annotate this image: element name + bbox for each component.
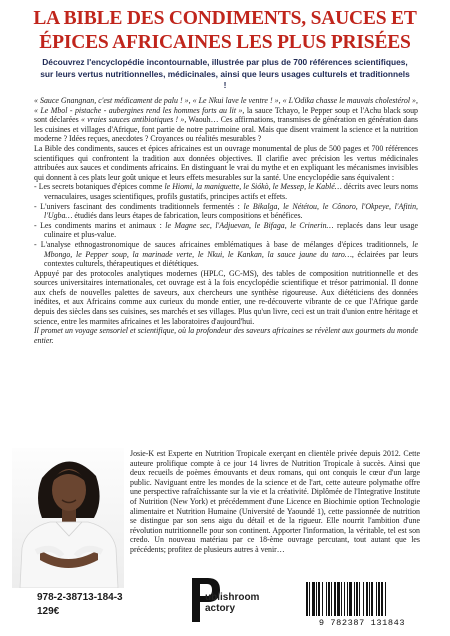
barcode-bar bbox=[376, 582, 377, 616]
barcode-bar bbox=[322, 582, 323, 616]
isbn-barcode bbox=[302, 582, 422, 628]
publisher-name-line-2: actory bbox=[205, 603, 236, 614]
barcode-bar bbox=[309, 582, 310, 616]
barcode-bar bbox=[331, 582, 332, 616]
publisher-name-line-1: ublishroom bbox=[205, 592, 260, 603]
barcode-bar bbox=[381, 582, 383, 616]
intro-paragraph-2: La Bible des condiments, sauces et épices africaines est un ouvrage monumental de plus de 500 pages et 700 références scientifiques qui confrontent la tradition aux données objectives. Il clarifie avec précision les vertus médicinales attribuées aux sauces et condiments africains. En distinguant le vrai du mythe et en expliquant les mécanismes invisibles qui donnent à ces plats leur goût unique et leurs effets mesurables sur la santé. Une encyclopédie sans équivalent : bbox=[34, 143, 418, 182]
barcode-bar bbox=[363, 582, 364, 616]
list-item-emphasis: le Magne sec, l'Adjuevan, le Bifaga, le Crinerin… bbox=[165, 220, 334, 230]
intro-paragraph-1: Ces affirmations, transmises de génération en génération dans les cuisines et villages d'Afrique, font partie de notre patrimoine oral. Mais que disent vraiment la science et la nutrition moderne ? Idées reçues, anecdotes ? Croyances ou réalités mesurables ? bbox=[34, 115, 418, 144]
barcode-bar bbox=[359, 582, 360, 616]
title-line-2: ÉPICES AFRICAINES LES PLUS PRISÉES bbox=[39, 32, 411, 53]
barcode-bar bbox=[366, 582, 368, 616]
barcode-bar bbox=[347, 582, 348, 616]
subtitle: Découvrez l'encyclopédie incontournable, illustrée par plus de 700 références scientifiques, sur leurs vertus nutritionnelles, médicinales, ainsi que leurs usages culturels et traditionnels ! bbox=[40, 57, 410, 91]
barcode-bar bbox=[378, 582, 380, 616]
list-item-text: replacés dans leur usage culinaire et plus-value. bbox=[44, 220, 418, 240]
list-item-epices bbox=[34, 182, 418, 201]
barcode-bars bbox=[302, 582, 422, 618]
list-item-text: - L'univers fascinant des condiments traditionnels fermentés : bbox=[34, 201, 244, 211]
list-item-fermentes bbox=[34, 202, 418, 221]
list-item-text: , éclairées par leurs contextes culturels, thérapeutiques et diététiques. bbox=[44, 249, 419, 269]
quote-mbol: « Le Mbol - pistache - aubergines rend les hommes forts au lit » bbox=[34, 105, 243, 115]
barcode-bar bbox=[337, 582, 340, 616]
barcode-bar bbox=[334, 582, 336, 616]
list-item-text: - Les secrets botaniques d'épices comme bbox=[34, 182, 165, 192]
book-price: 129€ bbox=[37, 606, 60, 617]
barcode-bar bbox=[385, 582, 386, 616]
publisher-logo bbox=[186, 574, 272, 626]
list-item-text: étudiés dans leurs étapes de fabrication, leurs compositions et bénéfices. bbox=[72, 211, 303, 221]
barcode-bar bbox=[326, 582, 327, 616]
description bbox=[34, 96, 418, 345]
quote-nkui: « Le Nkui lave le ventre ! » bbox=[192, 96, 279, 105]
title-line-1: LA BIBLE DES CONDIMENTS, SAUCES ET bbox=[33, 8, 417, 29]
quote-antibiotiques: « vraies sauces antibiotiques ! » bbox=[81, 115, 185, 125]
list-item-emphasis: le Mbongo, le Pepper soup, la marinade verte, le Nkui, le Kankan, la sauce jaune du taro… bbox=[44, 239, 418, 259]
list-item-emphasis: le Hiomi, la maniguette, le Siókò, le Messep, le Kablé… bbox=[164, 182, 342, 192]
barcode-bar bbox=[328, 582, 330, 616]
list-item-emphasis: le Bikalga, le Nététou, le Cônoro, l'Okpeye, l'Afitin, l'Ugba… bbox=[44, 201, 418, 221]
author-portrait-illustration bbox=[12, 448, 124, 588]
list-item-marins bbox=[34, 221, 418, 240]
barcode-bar bbox=[369, 582, 370, 616]
list-item-text: - L'analyse ethnogastronomique de sauces africaines emblématiques à base de mélanges d'épices traditionnels, bbox=[34, 239, 413, 249]
outro-paragraph: Appuyé par des protocoles analytiques modernes (HPLC, GC-MS), des tables de composition nutritionnelle et des sources universitaires internationales, cet ouvrage est à la fois encyclopédie scientifique et trésor patrimonial. Il donne aux chefs de nouvelles palettes de saveurs, aux chercheurs une synthèse rigoureuse. Aux diététiciens des données inédites, et aux Africains comme aux curieux du monde entier, une re-découverte vibrante de ce que l'Afrique garde depuis des siècles dans ses cuisines, ses marchés et ses villages. Plus qu'un livre, ceci est un trait d'union entre héritage et science, entre les marmites africaines et les laboratoires d'aujourd'hui. bbox=[34, 268, 418, 326]
isbn-number: 978-2-38713-184-3 bbox=[37, 592, 123, 603]
barcode-digits: 9 782387 131843 bbox=[318, 618, 406, 628]
list-item-text: décrits avec leurs noms vernaculaires, usages scientifiques, profils gustatifs, principes actifs et effets. bbox=[44, 182, 418, 201]
barcode-bar bbox=[316, 582, 317, 616]
barcode-bar bbox=[318, 582, 320, 616]
author-photo bbox=[12, 448, 124, 588]
quote-gnangnan: « Sauce Gnangnan, c'est médicament de palu ! » bbox=[34, 96, 189, 105]
barcode-bar bbox=[341, 582, 342, 616]
list-item-text: - Les condiments marins et animaux : bbox=[34, 220, 166, 230]
intro-text-2: , Waouh… bbox=[184, 115, 219, 125]
closing-sentence: Il promet un voyage sensoriel et scientifique, où la profondeur des saveurs africaines se révèlent aux gourmets du monde entier. bbox=[34, 326, 418, 345]
publisher-name bbox=[205, 592, 259, 614]
barcode-bar bbox=[371, 582, 373, 616]
intro-quotes: « Sauce Gnangnan, c'est médicament de palu ! », « Le Nkui lave le ventre ! », « L'Odika chasse le mauvais cholestérol », « Le Mbol - pistache - aubergines rend les hommes forts au lit », la sauce Tchayo, le Pepper soup et l'Achu black soup sont déclarées « vraies sauces antibiotiques ! », Waouh… Ces affirmations, transmises de génération en génération dans les cuisines et villages d'Afrique, font partie de notre patrimoine oral. Mais que disent vraiment la science et la nutrition moderne ? Idées reçues, anecdotes ? Croyances ou réalités mesurables ? bbox=[34, 96, 419, 144]
barcode-bar bbox=[349, 582, 352, 616]
list-item-sauces bbox=[34, 240, 418, 269]
barcode-bar bbox=[312, 582, 315, 616]
barcode-bar bbox=[344, 582, 345, 616]
author-bio-text: Josie-K est Experte en Nutrition Tropicale exerçant en clientèle privée depuis 2012. Cette auteure prolifique compte à ce jour 14 livres de Nutrition Tropicale à succès. Ainsi que deux recueils de poèmes émouvants et deux romans, qui ont conquis le cœur d'un large public. Naviguant entre les mondes de la science et de l'art, cette auteure polymathe offre une perspective rafraîchissante sur la vie et la créativité. Diplômée de l'Integrative Institute of Nutrition (New York) et précédemment d'une Licence en Biochimie option Technologie alimentaire et Nutrition Humaine (Université de Yaoundé 1), cette passionnée de nutrition se distingue par son sens aigu du détail et de la rigueur. Elle nourrit l'ambition d'une révolution nutritionnelle pour son continent. Apporter l'information, la véritable, tel est son credo. Un nouveau matériau par ce 18-ème ouvrage percutant, tout autant que les précédents; profitez de plusieurs autres à venir… bbox=[130, 449, 420, 554]
barcode-bar bbox=[356, 582, 358, 616]
quote-odika: « L'Odika chasse le mauvais cholestérol » bbox=[282, 96, 417, 105]
barcode-bar bbox=[354, 582, 355, 616]
author-bio bbox=[130, 449, 420, 555]
barcode-bar bbox=[306, 582, 308, 616]
book-title bbox=[8, 7, 442, 55]
intro-text-1: , la sauce Tchayo, le Pepper soup et l'Achu black soup sont déclarées bbox=[34, 105, 419, 125]
